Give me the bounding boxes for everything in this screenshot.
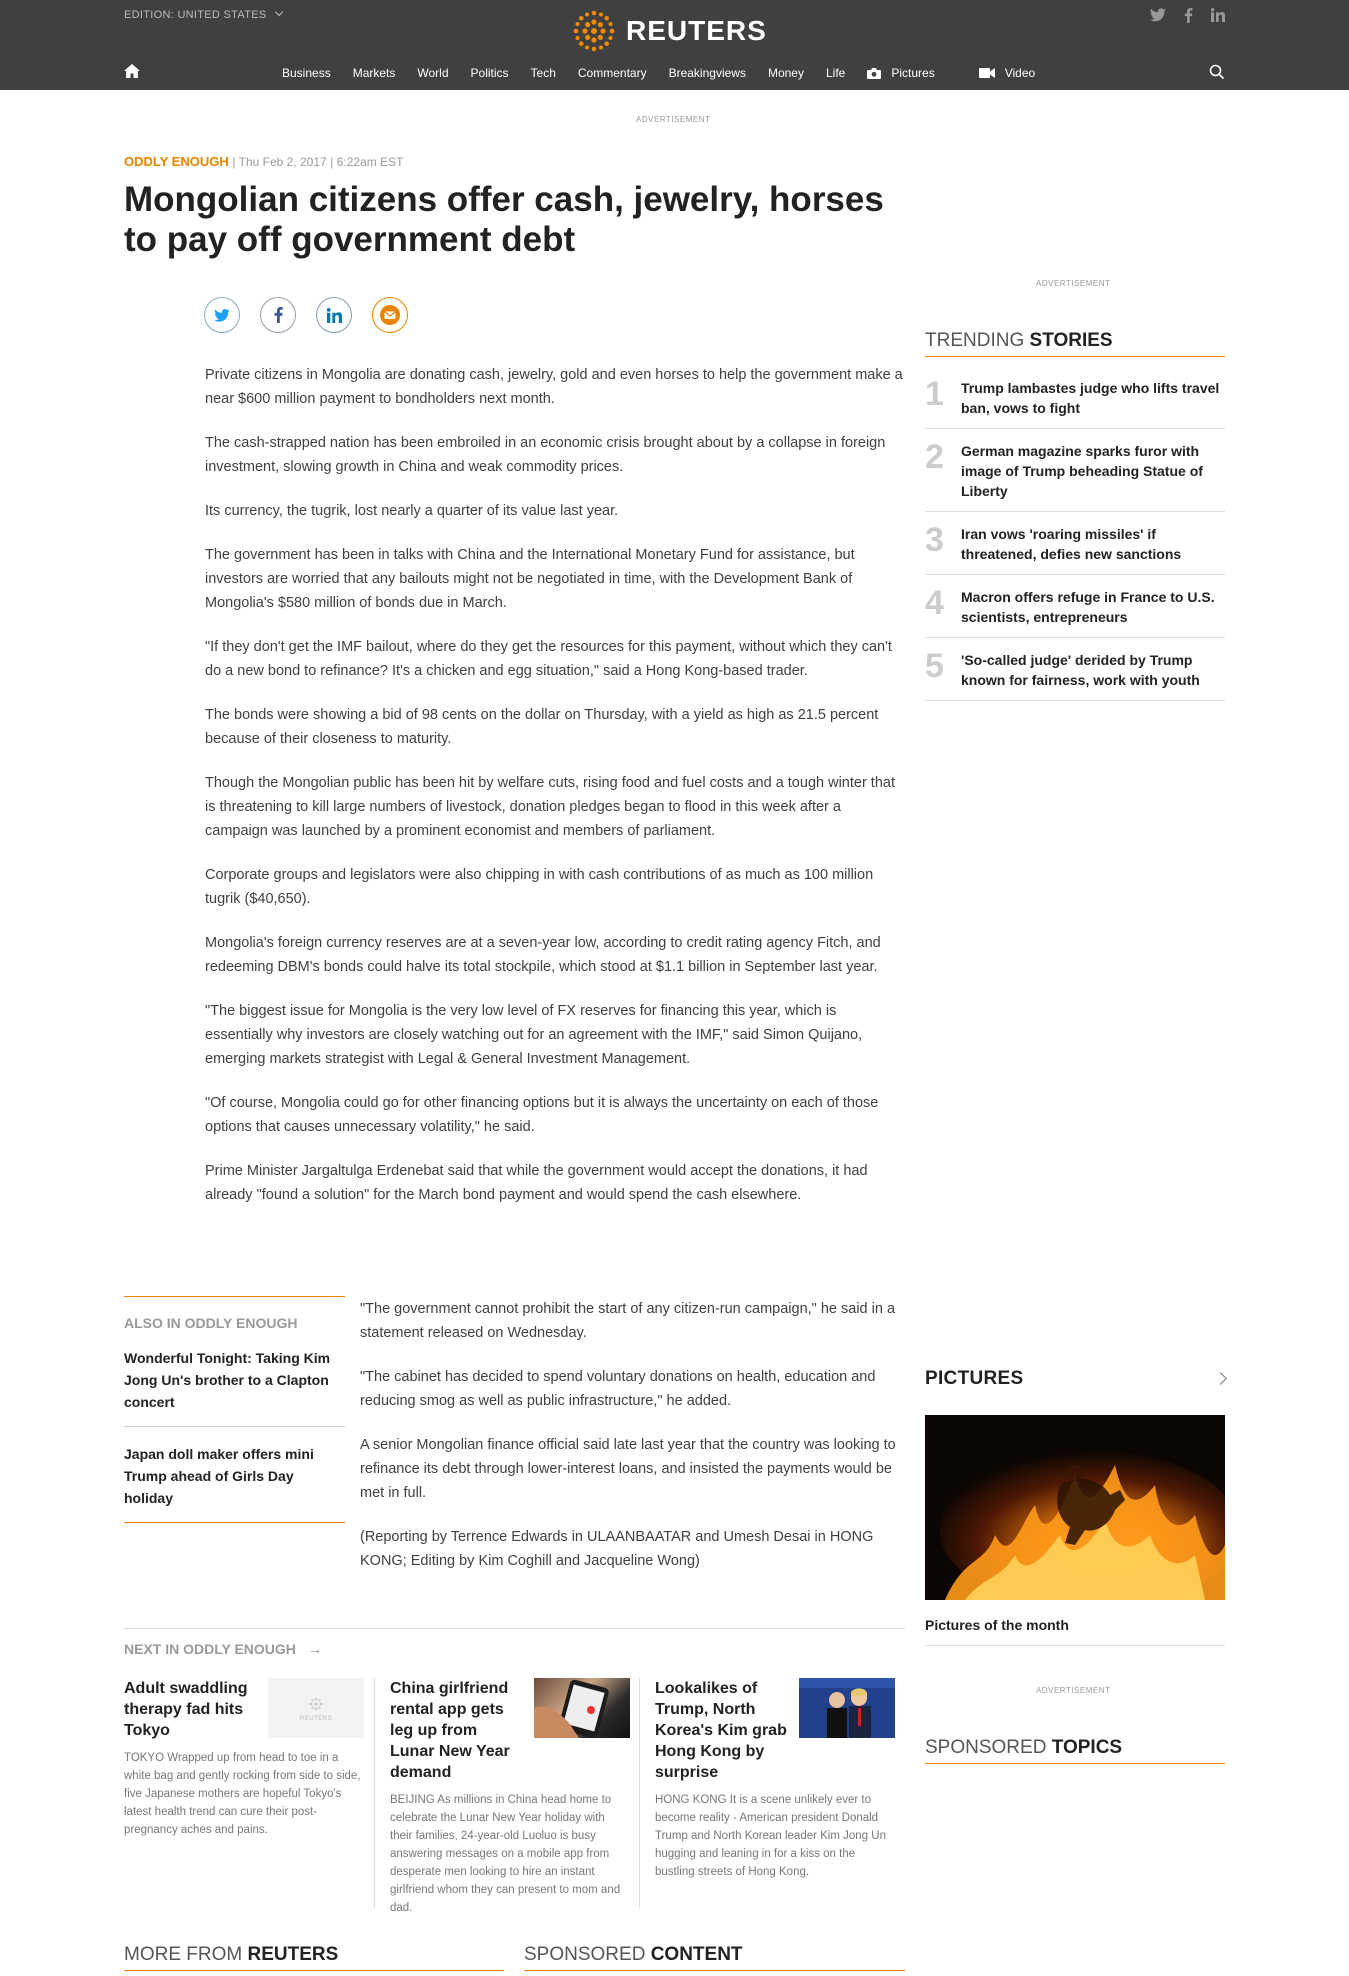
home-icon[interactable]	[124, 64, 140, 78]
also-in-section	[124, 1296, 345, 1523]
article-paragraph: Though the Mongolian public has been hit by welfare cuts, rising food and fuel costs and a tough winter that is threatening to kill large numbers of livestock, donation pledges began to flood in this week after a campaign was launched by a prominent economist and members of parliament.	[205, 775, 895, 839]
next-in-summary: BEIJING As millions in China head home to celebrate the Lunar New Year holiday with their families, 24-year-old Luoluo is busy answering messages on a mobile app from desperate men looking to hire an instant girlfriend whom they can present to mom and dad.	[390, 1794, 621, 1914]
trending-headline: Iran vows 'roaring missiles' if threatened, defies new sanctions	[961, 526, 1182, 562]
article-headline: Mongolian citizens offer cash, jewelry, horses to pay off government debt	[124, 180, 884, 259]
more-from-bold: REUTERS	[247, 1944, 339, 1965]
facebook-icon	[274, 307, 283, 323]
next-in-card[interactable]	[124, 1678, 364, 1839]
social-links	[1150, 8, 1225, 27]
also-in-title: ALSO IN ODDLY ENOUGH	[124, 1315, 298, 1331]
article-paragraph: Its currency, the tugrik, lost nearly a quarter of its value last year.	[205, 503, 619, 519]
nav-item-money[interactable]: Money	[767, 66, 804, 80]
next-in-card[interactable]	[655, 1678, 895, 1881]
trending-item[interactable]	[925, 575, 1225, 638]
reuters-logo[interactable]	[572, 9, 767, 53]
section-link[interactable]: ODDLY ENOUGH	[124, 154, 229, 169]
twitter-icon[interactable]	[1150, 8, 1166, 27]
nav-item-video-label: Video	[1004, 66, 1036, 80]
article-credits: (Reporting by Terrence Edwards in ULAANBAATAR and Umesh Desai in HONG KONG; Editing by Kim Coghill and Jacqueline Wong)	[360, 1529, 874, 1569]
article-paragraph: The cash-strapped nation has been embroiled in an economic crisis brought about by a collapse in foreign investment, slowing growth in China and weak commodity prices.	[205, 435, 886, 475]
linkedin-icon	[327, 308, 342, 323]
email-icon	[380, 305, 400, 325]
search-icon[interactable]	[1209, 64, 1225, 80]
article-paragraph: The bonds were showing a bid of 98 cents on the dollar on Thursday, with a yield as high as 21.5 percent because of their closeness to maturity.	[205, 707, 879, 747]
pictures-caption[interactable]: Pictures of the month	[925, 1617, 1225, 1646]
article-paragraph: "Of course, Mongolia could go for other financing options but it is always the uncertainty on each of those options that causes unnecessary volatility," he said.	[205, 1095, 879, 1135]
next-in-thumbnail	[268, 1678, 364, 1738]
article-paragraph: A senior Mongolian finance official said late last year that the country was looking to refinance its debt through lower-interest loans, and insisted the payments would be met in full.	[360, 1437, 896, 1501]
next-in-title[interactable]	[124, 1628, 905, 1657]
share-email-button[interactable]	[372, 297, 408, 333]
site-header	[0, 0, 1349, 90]
chevron-right-icon[interactable]	[1214, 1372, 1227, 1385]
article-paragraph: "The cabinet has decided to spend voluntary donations on health, education and reducing smog as well as public infrastructure," he added.	[360, 1369, 876, 1409]
edition-selector[interactable]	[124, 9, 282, 21]
share-bar	[204, 297, 408, 333]
main-nav	[0, 60, 1349, 86]
trending-rank: 1	[925, 375, 944, 413]
linkedin-icon[interactable]	[1211, 8, 1225, 27]
facebook-icon[interactable]	[1184, 8, 1193, 27]
twitter-icon	[214, 309, 230, 322]
next-in-thumbnail	[799, 1678, 895, 1738]
camera-icon	[867, 68, 881, 79]
nav-item-life[interactable]: Life	[825, 66, 846, 80]
advertisement-label: ADVERTISEMENT	[1036, 279, 1111, 288]
card-divider	[639, 1678, 640, 1908]
trending-headline: German magazine sparks furor with image of Trump beheading Statue of Liberty	[961, 443, 1203, 499]
advertisement-label: ADVERTISEMENT	[636, 115, 711, 124]
nav-item-pictures-label: Pictures	[891, 66, 935, 80]
chevron-down-icon	[275, 8, 283, 16]
article-paragraph: Corporate groups and legislators were also chipping in with cash contributions of as much as 100 million tugrik ($40,650).	[205, 867, 874, 907]
article-paragraph: Prime Minister Jargaltulga Erdenebat said that while the government would accept the donations, it had already "found a solution" for the March bond payment and would spend the cash elsewhere.	[205, 1163, 868, 1203]
article-paragraph: "The government cannot prohibit the start of any citizen-run campaign," he said in a statement released on Wednesday.	[360, 1301, 896, 1341]
card-divider	[374, 1678, 375, 1908]
nav-item-politics[interactable]: Politics	[470, 66, 509, 80]
nav-item-tech[interactable]: Tech	[530, 66, 556, 80]
article-paragraph: "If they don't get the IMF bailout, where do they get the resources for this payment, without which they can't do a new bond to refinance? It's a chicken and egg situation," said a Hong Kong-based trader.	[205, 639, 892, 679]
fire-horse-photo	[925, 1415, 1225, 1600]
trending-rank: 5	[925, 647, 944, 685]
trending-stories-title	[925, 330, 1225, 357]
next-in-headline: Lookalikes of Trump, North Korea's Kim grab Hong Kong by surprise	[655, 1680, 787, 1781]
nav-item-commentary[interactable]: Commentary	[577, 66, 647, 80]
edition-label: EDITION:	[124, 9, 175, 21]
share-facebook-button[interactable]	[260, 297, 296, 333]
trending-headline: Macron offers refuge in France to U.S. scientists, entrepreneurs	[961, 589, 1215, 625]
sponsored-topics-light: SPONSORED	[925, 1737, 1047, 1758]
next-in-headline: Adult swaddling therapy fad hits Tokyo	[124, 1680, 248, 1739]
trending-item[interactable]	[925, 638, 1225, 701]
nav-item-markets[interactable]: Markets	[352, 66, 396, 80]
sponsored-content-light: SPONSORED	[524, 1944, 646, 1965]
trending-rank: 2	[925, 438, 944, 476]
trending-list	[925, 366, 1225, 701]
video-camera-icon	[979, 68, 995, 78]
advertisement-label: ADVERTISEMENT	[1036, 1686, 1111, 1695]
trending-rank: 4	[925, 584, 944, 622]
reuters-logo-icon	[306, 1694, 326, 1714]
next-in-summary: TOKYO Wrapped up from head to toe in a white bag and gently rocking from side to side, five Japanese mothers are hopeful Tokyo's latest health trend can cure their post-pregnancy aches and pains.	[124, 1752, 361, 1836]
next-in-headline: China girlfriend rental app gets leg up from Lunar New Year demand	[390, 1680, 510, 1781]
phone-in-hand-photo	[534, 1678, 630, 1738]
pictures-title-text: PICTURES	[925, 1368, 1024, 1389]
trending-headline: 'So-called judge' derided by Trump known for fairness, work with youth	[961, 652, 1200, 688]
logo-text: REUTERS	[626, 15, 767, 46]
nav-item-world[interactable]: World	[417, 66, 449, 80]
more-from-reuters-title	[124, 1944, 504, 1971]
trending-title-light: TRENDING	[925, 330, 1025, 351]
reuters-logo-icon	[572, 9, 616, 53]
also-in-item[interactable]: Japan doll maker offers mini Trump ahead of Girls Day holiday	[124, 1427, 345, 1523]
lookalikes-photo	[799, 1678, 895, 1738]
trending-item[interactable]	[925, 429, 1225, 512]
pictures-section-title[interactable]	[925, 1368, 1225, 1390]
more-from-light: MORE FROM	[124, 1944, 243, 1965]
article-time: 6:22am EST	[336, 155, 404, 169]
arrow-right-icon: →	[307, 1641, 322, 1657]
pictures-image[interactable]	[925, 1415, 1225, 1600]
also-in-item[interactable]: Wonderful Tonight: Taking Kim Jong Un's brother to a Clapton concert	[124, 1331, 345, 1427]
sponsored-content-title	[524, 1944, 905, 1971]
next-in-summary: HONG KONG It is a scene unlikely ever to become reality - American president Donald Trump and North Korean leader Kim Jong Un hugging and leaning in for a kiss on the bustling streets of Hong Kong.	[655, 1794, 886, 1878]
article-paragraph: Private citizens in Mongolia are donating cash, jewelry, gold and even horses to help the government make a near $600 million payment to bondholders next month.	[205, 367, 903, 407]
nav-item-breakingviews[interactable]: Breakingviews	[668, 66, 746, 80]
article-body	[205, 363, 905, 1227]
trending-rank: 3	[925, 521, 944, 559]
article-paragraph: Mongolia's foreign currency reserves are at a seven-year low, according to credit rating agency Fitch, and redeeming DBM's bonds could halve its total stockpile, which stood at $1.1 billion in September last year.	[205, 935, 881, 975]
sponsored-topics-title	[925, 1737, 1225, 1764]
article-paragraph: "The biggest issue for Mongolia is the very low level of FX reserves for financing this year, which is essentially why investors are closely watching out for an agreement with the IMF," said Simon Quijano, emerging markets strategist with Legal & General Investment Management.	[205, 1003, 863, 1067]
trending-headline: Trump lambastes judge who lifts travel ban, vows to fight	[961, 380, 1220, 416]
nav-item-pictures[interactable]	[867, 66, 956, 80]
next-in-title-text: NEXT IN ODDLY ENOUGH	[124, 1641, 296, 1657]
article-date: Thu Feb 2, 2017	[238, 155, 327, 169]
next-in-thumbnail	[534, 1678, 630, 1738]
trending-title-bold: STORIES	[1029, 330, 1113, 351]
article-body-continued	[360, 1297, 910, 1593]
sponsored-topics-bold: TOPICS	[1051, 1737, 1123, 1758]
trending-item[interactable]	[925, 512, 1225, 575]
share-twitter-button[interactable]	[204, 297, 240, 333]
article-paragraph: The government has been in talks with China and the International Monetary Fund for assistance, but investors are worried that any bailouts might not be negotiated in time, with the Development Bank of Mongolia's $580 million of bonds due in March.	[205, 547, 855, 611]
nav-item-business[interactable]: Business	[282, 66, 331, 80]
next-in-card[interactable]	[390, 1678, 630, 1917]
nav-items	[282, 66, 1079, 80]
share-linkedin-button[interactable]	[316, 297, 352, 333]
edition-value: UNITED STATES	[177, 9, 267, 21]
thumbnail-logo-text: REUTERS	[299, 1716, 333, 1722]
sponsored-content-bold: CONTENT	[650, 1944, 743, 1965]
article-kicker: ODDLY ENOUGH | Thu Feb 2, 2017 | 6:22am EST	[124, 154, 404, 169]
nav-item-video[interactable]	[979, 66, 1057, 80]
trending-item[interactable]	[925, 366, 1225, 429]
